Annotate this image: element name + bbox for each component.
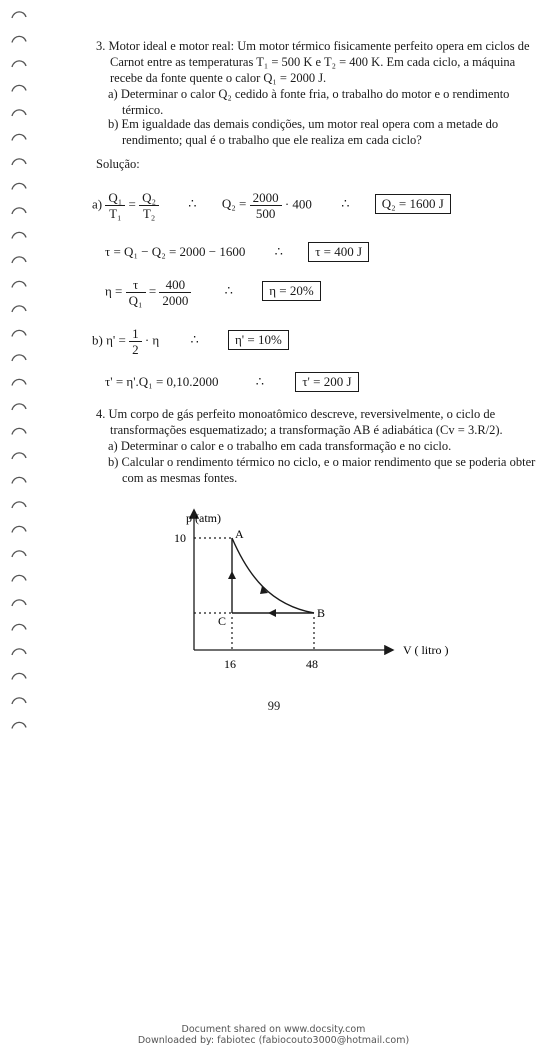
p-axis-label: p (atm) xyxy=(186,511,221,525)
arrow-ca xyxy=(228,571,236,579)
result-box-tau-prime: τ' = 200 J xyxy=(295,372,358,392)
x-tick-48: 48 xyxy=(306,657,318,671)
y-tick-10: 10 xyxy=(174,531,186,545)
spiral-loop xyxy=(12,404,26,410)
spiral-loop xyxy=(12,134,26,140)
solution-heading: Solução: xyxy=(96,157,140,171)
spiral-loop xyxy=(12,306,26,312)
point-b-label: B xyxy=(317,606,326,620)
adiabatic-curve-ab xyxy=(232,538,314,613)
solution-line-eta: η = $\frac{\tau}{\text{Q₁}}$ = $\frac{400}{2000}$ ∴ η = 20% xyxy=(105,277,321,308)
spiral-loop xyxy=(12,428,26,434)
page-number: 99 xyxy=(267,699,281,713)
spiral-loop xyxy=(12,673,26,679)
x-tick-16: 16 xyxy=(224,657,236,671)
spiral-loop xyxy=(12,624,26,630)
problem-3-item-b: b) Em igualdade das demais condições, um motor real opera com a metade do rendimento; qual é o trabalho que ele realiza em cada ciclo? xyxy=(108,117,499,147)
result-box-eta-prime: η' = 10% xyxy=(228,330,289,350)
spiral-loop xyxy=(12,526,26,532)
spiral-loop xyxy=(12,379,26,385)
spiral-loop xyxy=(12,61,26,67)
solution-line-b: b) η' = $\frac{1}{2}$ · η ∴ η' = 10% xyxy=(92,326,289,357)
spiral-binding xyxy=(4,0,34,760)
spiral-loop xyxy=(12,355,26,361)
spiral-loop xyxy=(12,208,26,214)
problem-4-statement: 4. Um corpo de gás perfeito monoatômico descreve, reversivelmente, o ciclo de transformações esquematizado; a transformação AB é adiabática (Cv = 3.R/2). xyxy=(96,407,503,437)
fraction-400-2000: $\frac{400}{2000}$ xyxy=(159,277,191,308)
fraction-q1-t1: $\frac{\text{Q₁}}{\text{T₁}}$ xyxy=(105,190,125,221)
solution-line-tau: τ = Q₁ − Q₂ = 2000 − 1600 ∴ τ = 400 J xyxy=(105,242,369,262)
spiral-loop xyxy=(12,722,26,728)
result-box-eta: η = 20% xyxy=(262,281,320,301)
pv-diagram xyxy=(160,505,470,680)
spiral-loop xyxy=(12,477,26,483)
spiral-loop xyxy=(12,281,26,287)
arrow-bc xyxy=(268,609,276,617)
spiral-loop xyxy=(12,330,26,336)
spiral-loop xyxy=(12,649,26,655)
problem-4-item-a: a) Determinar o calor e o trabalho em cada transformação e no ciclo. xyxy=(108,439,452,453)
spiral-loop xyxy=(12,110,26,116)
spiral-loop xyxy=(12,453,26,459)
problem-4-item-b: b) Calcular o rendimento térmico no ciclo, e o maior rendimento que se poderia obter com as mesmas fontes. xyxy=(108,455,536,485)
v-axis-label: V ( litro ) xyxy=(403,643,449,657)
spiral-loop xyxy=(12,85,26,91)
spiral-loop xyxy=(12,502,26,508)
spiral-loop xyxy=(12,551,26,557)
problem-3-item-a: a) Determinar o calor Q₂ cedido à fonte fria, o trabalho do motor e o rendimento térmico. xyxy=(108,87,510,117)
footer-shared-line: Document shared on www.docsity.com xyxy=(181,1024,366,1035)
solution-line-a: a) $\frac{\text{Q₁}}{\text{T₁}}$ = $\frac{\text{Q₂}}{\text{T₂}}$ ∴ Q₂ = $\frac{2000}{500}$ · 400 ∴ Q₂ = 1600 J xyxy=(92,190,451,221)
spiral-loop xyxy=(12,600,26,606)
fraction-2000-500: $\frac{2000}{500}$ xyxy=(250,190,282,221)
result-box-tau: τ = 400 J xyxy=(308,242,369,262)
fraction-1-2: $\frac{1}{2}$ xyxy=(129,326,142,357)
point-c-label: C xyxy=(218,614,227,628)
spiral-loop xyxy=(12,12,26,18)
fraction-tau-q1: $\frac{\tau}{\text{Q₁}}$ xyxy=(126,277,146,308)
result-box-q2: Q₂ = 1600 J xyxy=(375,194,451,214)
spiral-loop xyxy=(12,159,26,165)
problem-3-statement: 3. Motor ideal e motor real: Um motor térmico fisicamente perfeito opera em ciclos de Carnot entre as temperaturas T₁ = 500 K e T₂ = 400 K. Em cada ciclo, a máquina recebe da fonte quente o calor Q₁ = 2000 J. xyxy=(96,39,530,85)
spiral-loop xyxy=(12,232,26,238)
point-a-label: A xyxy=(235,527,244,541)
footer-downloaded-line: Downloaded by: fabiotec (fabiocouto3000@hotmail.com) xyxy=(137,1035,410,1046)
spiral-loop xyxy=(12,698,26,704)
fraction-q2-t2: $\frac{\text{Q₂}}{\text{T₂}}$ xyxy=(139,190,159,221)
spiral-loop xyxy=(12,575,26,581)
spiral-loop xyxy=(12,36,26,42)
solution-line-tau-prime: τ' = η'.Q₁ = 0,10.2000 ∴ τ' = 200 J xyxy=(105,372,359,392)
label: a) xyxy=(92,196,103,212)
spiral-loop xyxy=(12,183,26,189)
spiral-loop xyxy=(12,257,26,263)
